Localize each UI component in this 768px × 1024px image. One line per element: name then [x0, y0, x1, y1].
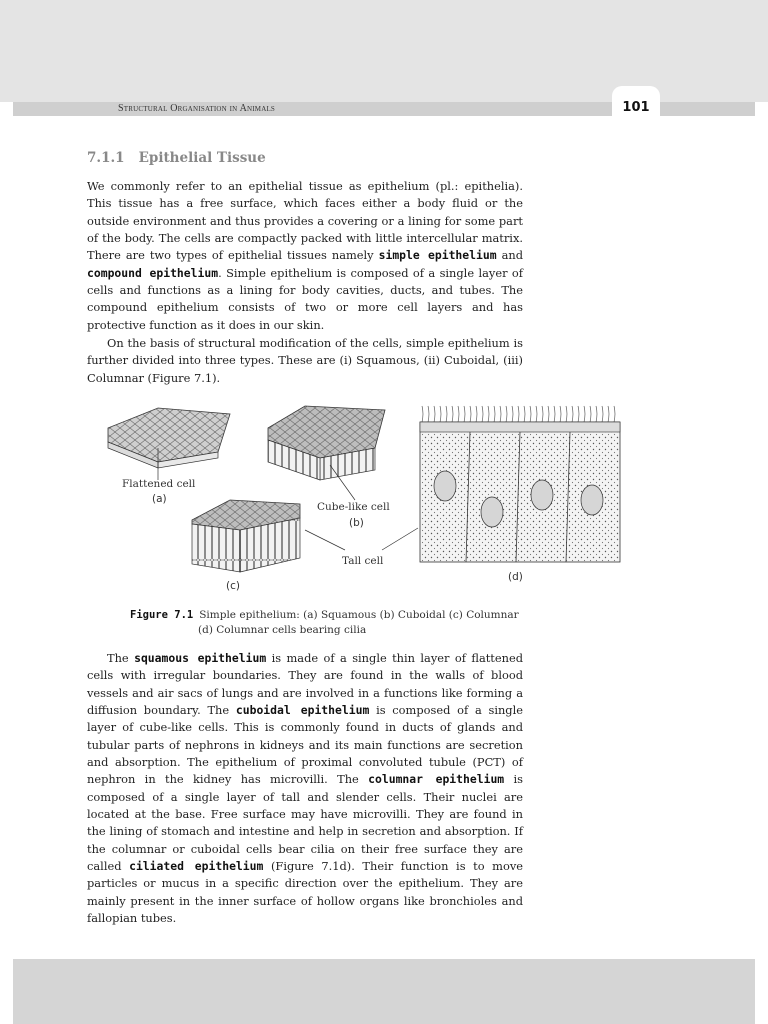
- label-letter-c: (c): [226, 580, 240, 592]
- cuboidal-epithelium-drawing: [268, 406, 385, 500]
- section-title: Epithelial Tissue: [138, 150, 266, 166]
- page-number: 101: [622, 100, 650, 115]
- label-letter-a: (a): [152, 493, 167, 505]
- text-run: is composed of a single layer of tall and slender cells. Their nuclei are located at the base. Free surface may have microvilli. They are found in the lining of stomach and intestine and help in secretion and absorption. If the columnar or cuboidal cells bear cilia on their free surface they are called: [87, 772, 524, 874]
- label-cube-like-cell: Cube-like cell: [317, 501, 390, 513]
- running-title: Structural Organisation in Animals: [118, 103, 276, 114]
- term-cuboidal-epithelium: cuboidal epithelium: [235, 703, 370, 718]
- label-tall-cell: Tall cell: [342, 555, 384, 567]
- term-squamous-epithelium: squamous epithelium: [134, 651, 267, 665]
- paragraph-descriptions: [87, 650, 523, 928]
- label-letter-d: (d): [508, 571, 523, 583]
- term-ciliated-epithelium: ciliated epithelium: [129, 859, 264, 874]
- term-compound-epithelium: compound epithelium: [87, 265, 219, 280]
- paragraph-types: On the basis of structural modification of the cells, simple epithelium is further divided into three types. These are (i) Squamous, (ii) Cuboidal, (iii) Columnar (Figure 7.1).: [87, 336, 523, 385]
- label-letter-b: (b): [349, 517, 364, 529]
- caption-title: Figure 7.1: [130, 609, 194, 621]
- text-run: . Simple epithelium is composed of a single layer of cells and functions as a lining for body cavities, ducts, and tubes. The compound epithelium consists of two or more cell layers and has protective function as it does in our skin.: [87, 265, 523, 332]
- section-number: 7.1.1: [87, 150, 125, 166]
- bottom-margin-band: [13, 959, 755, 1024]
- figure-caption: [130, 608, 570, 638]
- epithelium-illustration: [100, 400, 630, 600]
- term-simple-epithelium: simple epithelium: [378, 248, 497, 263]
- text-run: is made of a single thin layer of flattened cells with irregular boundaries. They are found in the walls of blood vessels and air sacs of lungs and are involved in a functions like forming a diffusion boundary. The: [87, 651, 523, 718]
- text-run: and: [496, 248, 523, 263]
- term-columnar-epithelium: columnar epithelium: [368, 772, 505, 787]
- text-run: We commonly refer to an epithelial tissue as epithelium (pl.: epithelia). This tissue has a free surface, which faces either a body fluid or the outside environment and thus provides a covering or a lining for some part of the body. The cells are compactly packed with little intercellular matrix. There are two types of epithelial tissues namely: [87, 179, 523, 263]
- section-heading: [87, 150, 266, 166]
- paragraph-intro: [87, 178, 523, 334]
- label-flattened-cell: Flattened cell: [122, 478, 196, 490]
- ciliated-columnar-drawing: [420, 406, 620, 562]
- figure-7-1: [100, 400, 630, 600]
- caption-line-2: (d) Columnar cells bearing cilia: [198, 624, 367, 636]
- text-run: (Figure 7.1d). Their function is to move particles or mucus in a specific direction over the epithelium. They are mainly present in the inner surface of hollow organs like bronchioles and fallopian tubes.: [87, 859, 523, 926]
- text-run: The: [107, 651, 135, 665]
- squamous-epithelium-drawing: [108, 408, 230, 480]
- text-run: is composed of a single layer of cube-like cells. This is commonly found in ducts of glands and tubular parts of nephrons in kidneys and its main functions are secretion and absorption. The epithelium of proximal convoluted tubule (PCT) of nephron in the kidney has microvilli. The: [87, 703, 523, 787]
- caption-line-1: Simple epithelium: (a) Squamous (b) Cuboidal (c) Columnar: [199, 609, 519, 621]
